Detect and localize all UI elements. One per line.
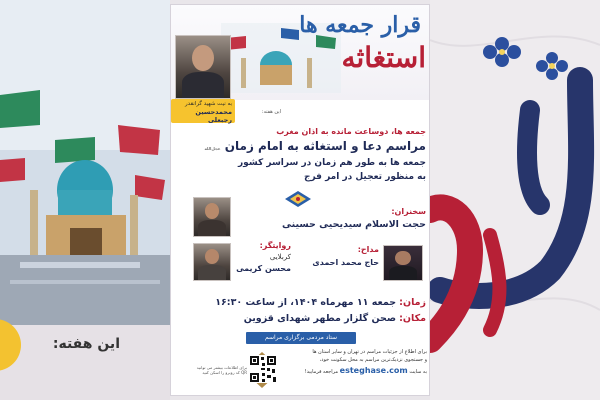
this-week-caption: این هفته:	[52, 336, 120, 352]
this-week-label: این هفته:	[261, 109, 281, 115]
eulogist-photo	[383, 245, 423, 281]
speaker-photo	[193, 197, 231, 237]
martyr-caption-line1: به نیت شهید گرانقدر	[184, 101, 232, 107]
event-line3: به منظور تعجیل در امر فرج	[303, 172, 426, 182]
narrator-label: روایتگر:	[259, 241, 291, 250]
event-line1	[201, 139, 426, 153]
eulogist-name: حاج محمد احمدی	[312, 258, 379, 267]
right-background-panel	[430, 0, 600, 400]
narrator-name-line2: محسن کریمی	[236, 264, 291, 273]
footer-line3-pre: به سایت	[409, 368, 427, 375]
place-label: مکان:	[399, 313, 426, 324]
martyr-name: محمدحسین رجبعلی	[195, 108, 232, 124]
place-row	[181, 313, 426, 324]
host-banner: ستاد مردمی برگزاری مراسم	[246, 332, 356, 344]
narrator-photo	[193, 243, 231, 281]
time-label: زمان:	[399, 297, 426, 308]
qr-caption	[175, 365, 247, 375]
qr-code-icon[interactable]	[249, 355, 277, 383]
poster-title-line1: قرار جمعه ها	[299, 12, 421, 38]
qr-caption-line1: برای اطلاعات بیشتر می توانید	[196, 365, 247, 370]
event-line1-suffix: عجل‌الله	[204, 146, 221, 151]
eulogist-label: مداح:	[357, 245, 379, 254]
event-poster	[170, 4, 430, 396]
speaker-name: حجت الاسلام سیدیحیی حسینی	[281, 219, 426, 230]
schedule-headline: جمعه ها، دوساعت مانده به اذان مغرب	[276, 127, 426, 136]
footer-site-link[interactable]: esteghase.com	[339, 365, 408, 375]
footer-line3	[283, 365, 427, 377]
speaker-label: سخنران:	[391, 207, 426, 216]
footer-info	[283, 349, 427, 377]
martyr-photo	[175, 35, 231, 99]
time-value: جمعه ۱۱ مهرماه ۱۴۰۴، از ساعت ۱۶:۳۰	[215, 297, 397, 308]
left-background-panel	[0, 0, 170, 400]
footer-line3-post: مراجعه فرمایید!	[304, 368, 339, 375]
martyr-caption-box	[171, 99, 235, 123]
time-row	[181, 297, 426, 308]
place-value: صحن گلزار مطهر شهدای قزوین	[243, 313, 397, 324]
poster-title-line2: استغاثه	[341, 41, 426, 74]
narrator-name-line1: کربلایی	[269, 253, 291, 261]
qr-caption-line2: QR کد روبرو را اسکن کنید	[202, 370, 247, 375]
ornament-icon	[284, 190, 312, 208]
footer-line2: و جستجوی نزدیک‌ترین مراسم به محل سکونت خود،	[319, 356, 427, 363]
event-line1-main: مراسم دعا و استغاثه به امام زمان	[224, 139, 426, 153]
calligraphy-closeup-image	[430, 0, 600, 400]
footer-line1: برای اطلاع از جزئیات مراسم در تهران و سایر استان ها	[312, 349, 427, 355]
event-line2: جمعه ها به طور هم زمان در سراسر کشور	[238, 158, 426, 168]
